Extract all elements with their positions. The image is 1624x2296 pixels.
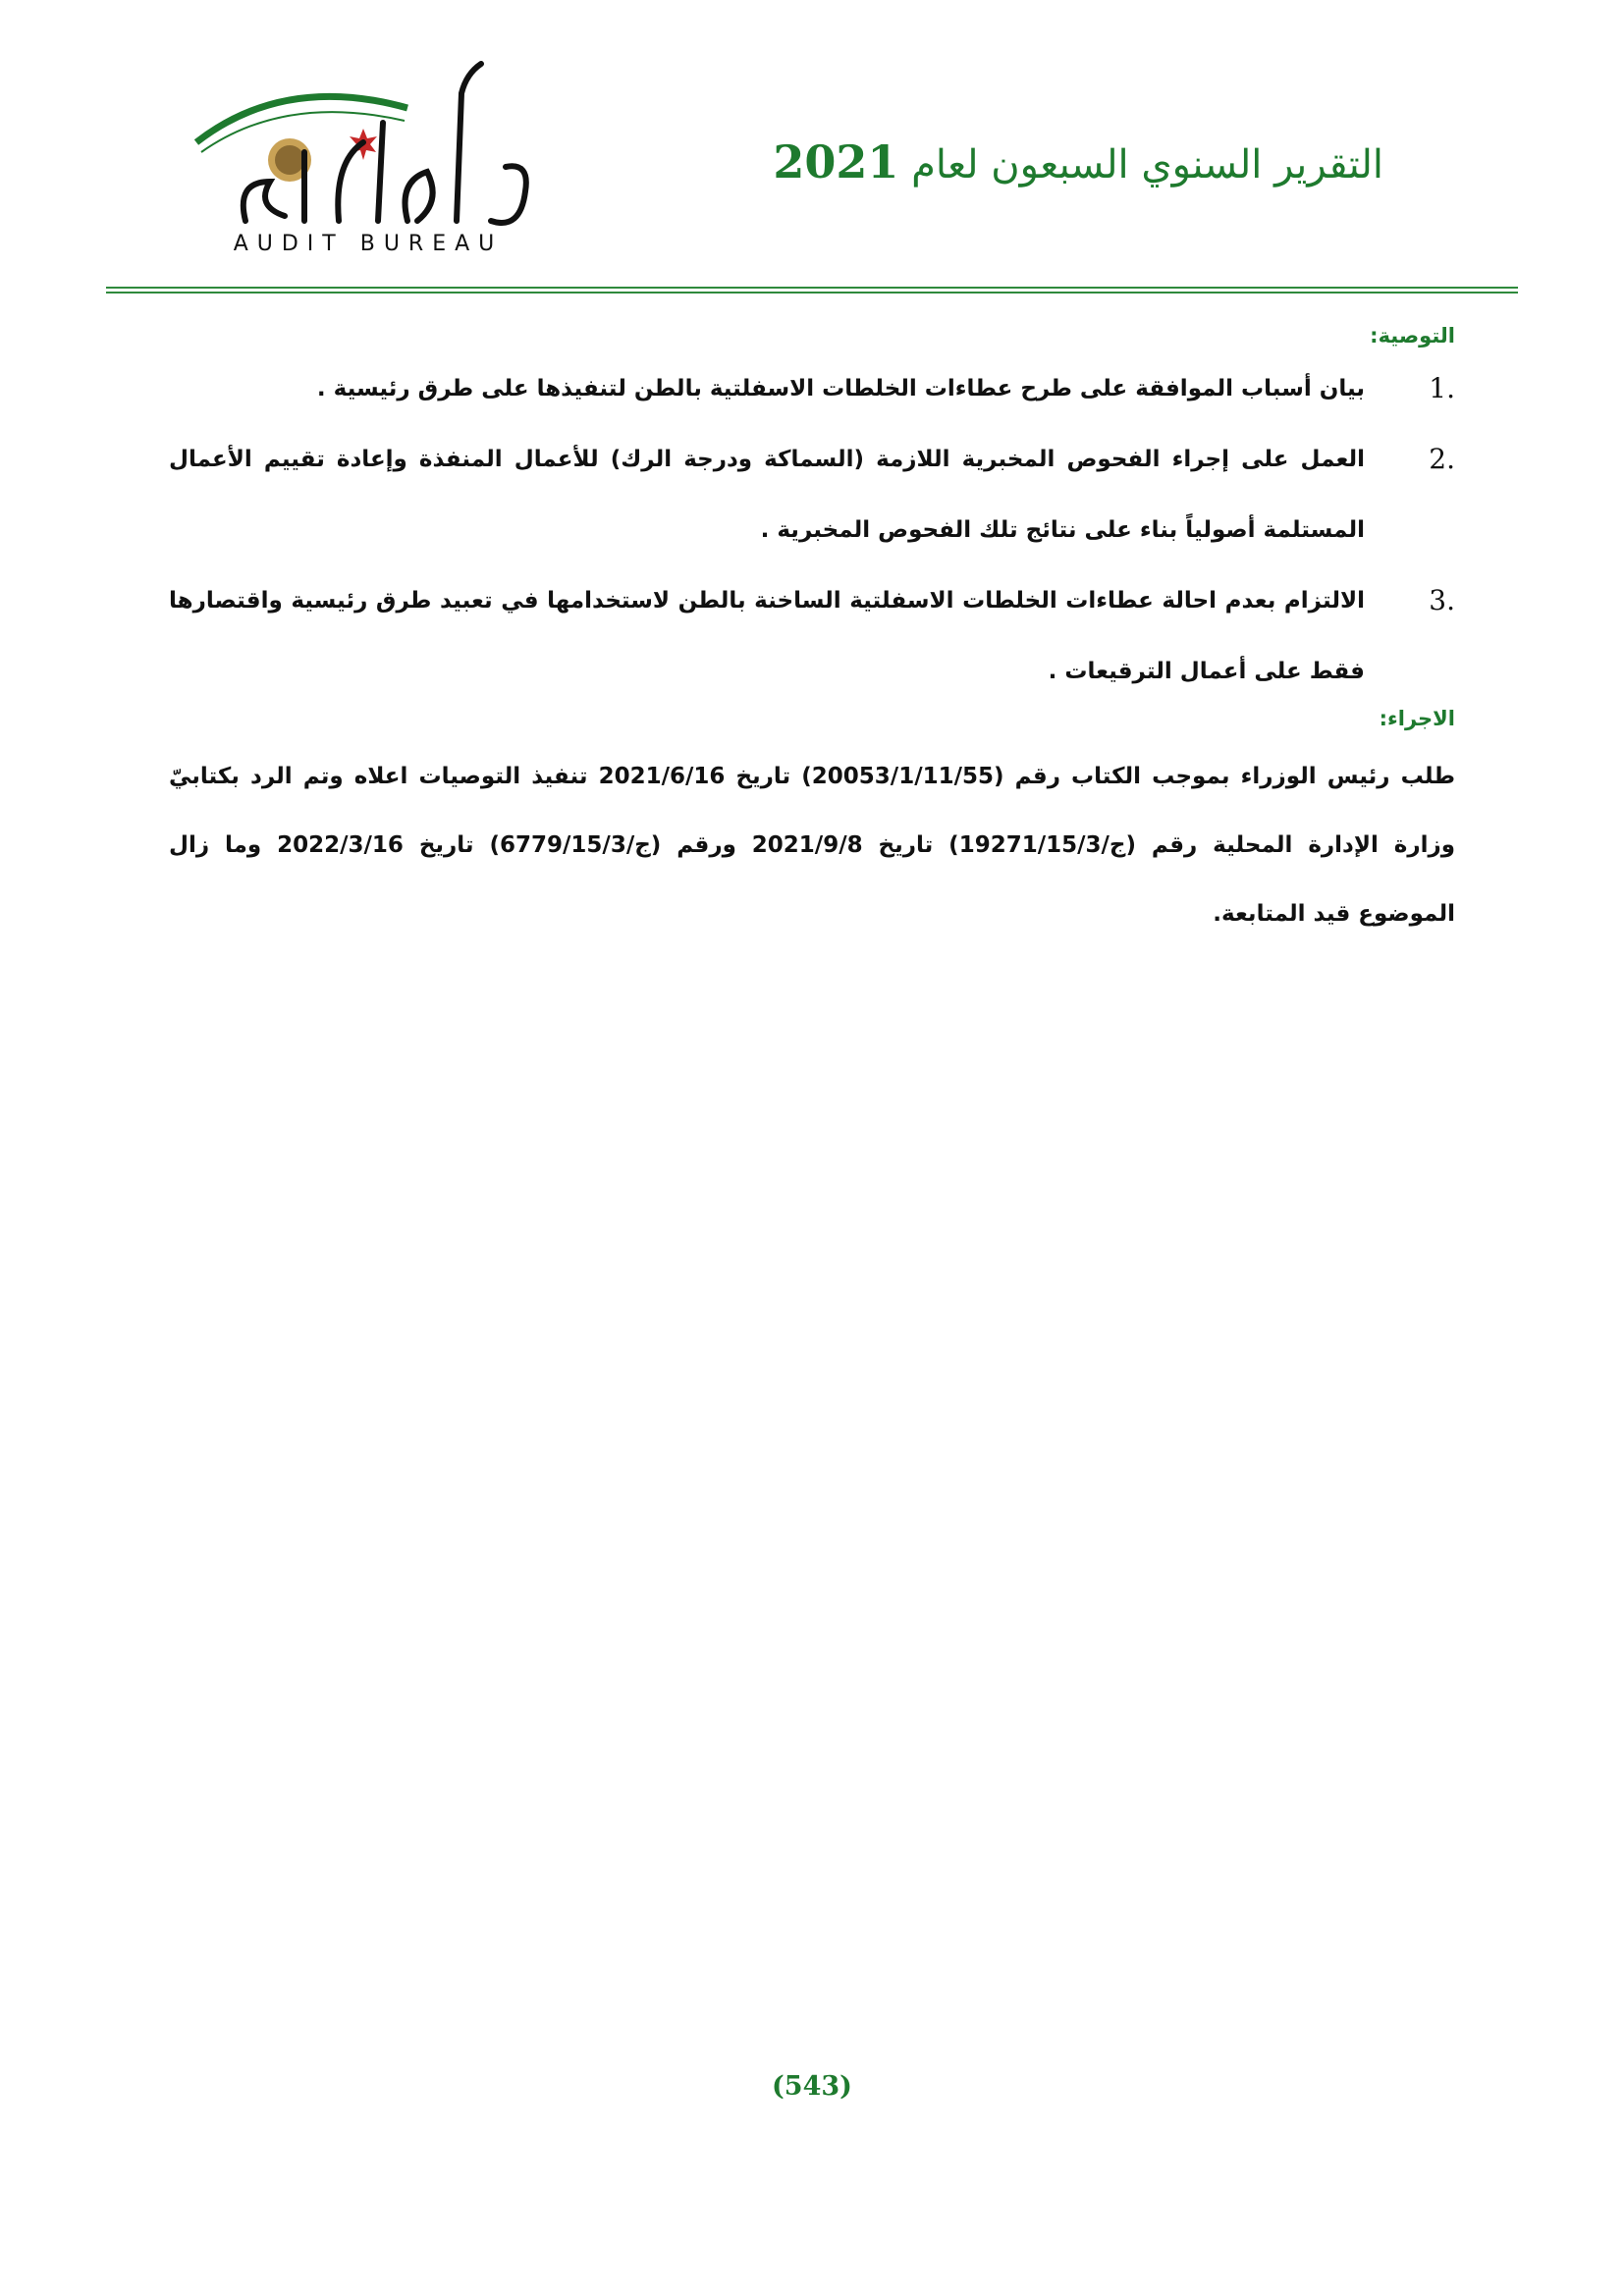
list-item-text: بيان أسباب الموافقة على طرح عطاءات الخلطات الاسفلتية بالطن لتنفيذها على طرق رئيسية . (316, 376, 1365, 401)
list-item-number: .2 (1429, 443, 1455, 475)
report-title (773, 135, 1383, 188)
recommendation-heading: التوصية: (1370, 324, 1455, 347)
page-number: (543) (772, 2071, 852, 2102)
logo-caption: AUDIT BUREAU (233, 232, 504, 256)
list-item-number: .3 (1429, 584, 1455, 616)
page-content (169, 324, 1455, 948)
action-heading: الاجراء: (1379, 707, 1455, 730)
list-item-number: .1 (1429, 372, 1455, 404)
audit-bureau-logo (177, 34, 560, 260)
list-item (169, 565, 1455, 707)
action-text: طلب رئيس الوزراء بموجب الكتاب رقم (20053/1/11/55) تاريخ 2021/6/16 تنفيذ التوصيات اعلاه وتم الرد بكتابيّ وزارة الإدارة المحلية رقم (ج/19271/15/3) تاريخ 2021/9/8 ورقم (ج/6779/15/3) تاريخ 2022/3/16 وما زال الموضوع قيد المتابعة. (169, 764, 1455, 927)
list-item (169, 424, 1455, 565)
report-title-text: التقرير السنوي السبعون لعام (911, 142, 1383, 187)
list-item-text: الالتزام بعدم احالة عطاءات الخلطات الاسفلتية الساخنة بالطن لاستخدامها في تعبيد طرق رئيسية واقتصارها فقط على أعمال الترقيعات . (169, 588, 1365, 684)
header-divider-bottom (106, 292, 1518, 294)
list-item (169, 353, 1455, 424)
header-divider-top (106, 287, 1518, 289)
list-item-text: العمل على إجراء الفحوص المخبرية اللازمة (السماكة ودرجة الرك) للأعمال المنفذة وإعادة تقييم الأعمال المستلمة أصولياً بناء على نتائج تلك الفحوص المخبرية . (169, 447, 1365, 543)
report-year: 2021 (773, 135, 899, 188)
recommendation-list (169, 353, 1455, 707)
logo-graphic (177, 34, 560, 260)
